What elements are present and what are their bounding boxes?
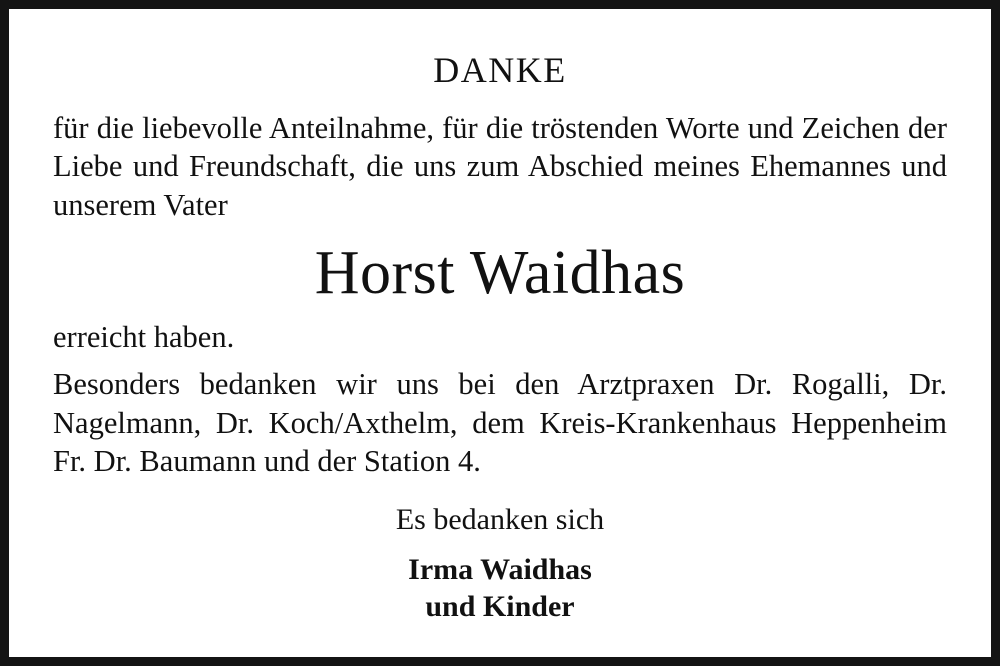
- signature-block: [53, 551, 947, 626]
- thanks-paragraph: Besonders bedanken wir uns bei den Arztpraxen Dr. Rogalli, Dr. Nagelmann, Dr. Koch/Axthelm, dem Kreis-Krankenhaus Heppenheim Fr. Dr. Baumann und der Station 4.: [53, 366, 947, 479]
- obituary-content: [53, 51, 947, 653]
- page-title: DANKE: [433, 50, 567, 90]
- closing-text: Es bedanken sich: [395, 503, 605, 537]
- after-name-text: erreicht haben.: [53, 320, 235, 355]
- signature-line-1: Irma Waidhas: [408, 552, 592, 586]
- deceased-name: Horst Waidhas: [314, 238, 686, 307]
- signature-line-2: und Kinder: [425, 590, 575, 624]
- intro-paragraph: für die liebevolle Anteilnahme, für die tröstenden Worte und Zeichen der Liebe und Freundschaft, die uns zum Abschied meines Ehemannes und unserem Vater: [53, 110, 947, 223]
